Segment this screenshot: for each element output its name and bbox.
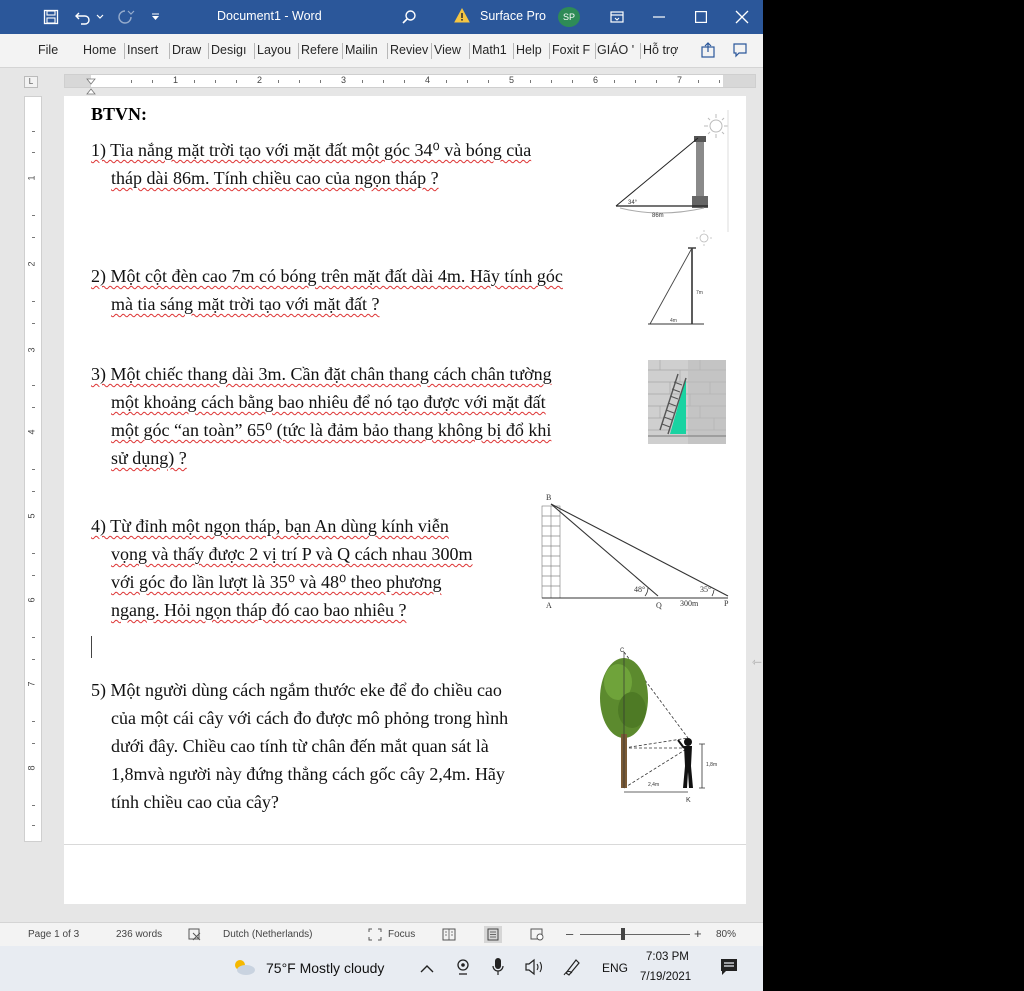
problem-4-line-3: với góc đo lần lượt là 35⁰ và 48⁰ theo phương: [111, 572, 442, 592]
avatar[interactable]: SP: [558, 7, 580, 27]
tab-design[interactable]: Desigı: [211, 43, 247, 57]
document-heading: BTVN:: [91, 104, 148, 124]
close-button[interactable]: [727, 0, 757, 34]
hanging-indent-marker[interactable]: [87, 82, 95, 88]
comments-icon[interactable]: [732, 42, 748, 63]
volume-icon[interactable]: [524, 958, 544, 981]
ruler-number: 6: [593, 75, 599, 85]
tab-ho-tro[interactable]: Hỗ trợ: [643, 43, 679, 57]
document-page[interactable]: [64, 96, 746, 904]
problem-2-line-2: mà tia sáng mặt trời tạo với mặt đất ?: [111, 294, 380, 314]
tab-divider: [124, 43, 125, 59]
tab-divider: [640, 43, 641, 59]
tab-references[interactable]: Refere: [301, 43, 339, 57]
ruler-number: 3: [341, 75, 347, 85]
figure-5-distance-label: 2,4m: [648, 782, 660, 788]
page-count[interactable]: Page 1 of 3: [28, 929, 80, 940]
zoom-in-button[interactable]: +: [694, 926, 702, 941]
tab-selector[interactable]: L: [24, 76, 38, 88]
tab-mailings[interactable]: Mailin: [345, 43, 378, 57]
microphone-icon[interactable]: [492, 957, 504, 982]
ruler-number: 4: [26, 429, 37, 435]
figure-2-height-label: 7m: [696, 290, 703, 296]
tab-divider: [549, 43, 550, 59]
notifications-icon[interactable]: [720, 958, 738, 981]
problem-1-line-1: 1) Tia nắng mặt trời tạo với mặt đất một góc 34⁰ và bóng của: [91, 140, 532, 160]
language-status[interactable]: Dutch (Netherlands): [223, 929, 313, 940]
problem-5-line-5: tính chiều cao của cây?: [111, 792, 279, 812]
zoom-slider-thumb[interactable]: [621, 928, 625, 940]
problem-5-line-2: của một cái cây với cách đo được mô phỏng trong hình: [111, 708, 509, 728]
pen-icon[interactable]: [562, 957, 582, 982]
ruler-number: 7: [26, 681, 37, 687]
vertical-ruler[interactable]: [24, 96, 42, 842]
tab-divider: [595, 43, 596, 59]
tab-divider: [513, 43, 514, 59]
figure-4-distance: 300m: [680, 599, 699, 608]
focus-mode[interactable]: Focus: [388, 929, 416, 940]
tab-giao[interactable]: GIÁO ': [597, 43, 635, 57]
tab-file[interactable]: File: [38, 43, 59, 57]
print-layout-icon[interactable]: [484, 926, 502, 943]
warning-icon[interactable]: [454, 8, 470, 28]
taskbar: [0, 946, 763, 991]
figure-ladder-wall[interactable]: [648, 360, 726, 444]
camera-icon[interactable]: [456, 958, 470, 981]
tab-divider: [431, 43, 432, 59]
figure-4-label-q: Q: [656, 601, 662, 610]
tab-home[interactable]: Home: [83, 43, 117, 57]
ruler-number: 1: [173, 75, 179, 85]
maximize-button[interactable]: [686, 0, 716, 34]
figure-2-shadow-label: 4m: [670, 318, 677, 324]
figure-tree-measure[interactable]: [592, 648, 728, 806]
problem-4-line-1: 4) Từ đỉnh một ngọn tháp, bạn An dùng kính viễn: [91, 516, 449, 536]
minimize-button[interactable]: [644, 0, 674, 34]
zoom-slider-track[interactable]: [580, 934, 690, 935]
tab-divider: [469, 43, 470, 59]
sun-icon: [696, 230, 712, 246]
ruler-number: 2: [257, 75, 263, 85]
problem-3-line-3: một góc “an toàn” 65⁰ (tức là đảm bảo thang không bị đổ khi: [111, 420, 552, 440]
text-cursor: [91, 636, 92, 658]
ruler-number: 4: [425, 75, 431, 85]
tab-divider: [298, 43, 299, 59]
ruler-number: 3: [26, 347, 37, 353]
person-icon: [678, 738, 693, 788]
tab-layout[interactable]: Layou: [257, 43, 292, 57]
ruler-number: 1: [26, 175, 37, 181]
sun-icon: [704, 114, 728, 138]
ruler-number: 8: [26, 765, 37, 771]
customize-toolbar-icon[interactable]: [148, 0, 162, 34]
word-count[interactable]: 236 words: [116, 929, 163, 940]
page-divider: [64, 844, 746, 845]
horizontal-ruler[interactable]: [64, 74, 756, 88]
redo-icon[interactable]: [114, 0, 136, 34]
proofing-icon[interactable]: [188, 928, 202, 944]
ruler-number: 6: [26, 597, 37, 603]
chevron-up-icon[interactable]: [420, 961, 434, 979]
tab-divider: [169, 43, 170, 59]
figure-4-label-a: A: [546, 601, 552, 610]
tab-divider: [387, 43, 388, 59]
problem-3-line-1: 3) Một chiếc thang dài 3m. Cần đặt chân thang cách chân tường: [91, 364, 552, 384]
figure-1-length-label: 86m: [652, 213, 664, 219]
figure-4-angle-35: 35°: [700, 585, 712, 594]
tab-divider: [254, 43, 255, 59]
clock-date[interactable]: 7/19/2021: [640, 971, 692, 983]
tab-view[interactable]: View: [434, 43, 461, 57]
scroll-arrow-icon[interactable]: ⇽: [752, 655, 763, 669]
input-language[interactable]: ENG: [602, 961, 629, 975]
read-mode-icon[interactable]: [442, 928, 456, 944]
problem-4-line-4: ngang. Hỏi ngọn tháp đó cao bao nhiêu ?: [111, 600, 407, 620]
web-layout-icon[interactable]: [530, 928, 544, 944]
figure-lighthouse[interactable]: [610, 110, 734, 232]
figure-4-label-p: P: [724, 599, 729, 608]
tab-insert[interactable]: Insert: [127, 43, 159, 57]
zoom-level[interactable]: 80%: [716, 929, 737, 940]
ruler-number: 5: [26, 513, 37, 519]
ribbon-tabs: [0, 34, 763, 68]
share-icon[interactable]: [700, 42, 716, 63]
ribbon-display-icon[interactable]: [604, 0, 630, 34]
problem-1-line-2: tháp dài 86m. Tính chiều cao của ngọn tháp ?: [111, 168, 439, 188]
weather-icon[interactable]: [232, 958, 256, 981]
tab-foxit[interactable]: Foxit F: [552, 43, 591, 57]
tab-draw[interactable]: Draw: [172, 43, 202, 57]
clock-time[interactable]: 7:03 PM: [646, 951, 689, 963]
tab-help[interactable]: Help: [516, 43, 542, 57]
figure-tower-triangles[interactable]: [538, 492, 734, 612]
zoom-out-button[interactable]: –: [566, 926, 574, 941]
figure-4-label-b: B: [546, 493, 552, 502]
save-icon[interactable]: [40, 0, 62, 34]
problem-5-line-4: 1,8mvà người này đứng thẳng cách gốc cây 2,4m. Hãy: [111, 764, 505, 784]
tab-review[interactable]: Reviev: [390, 43, 429, 57]
figure-lamp-post[interactable]: [644, 230, 718, 336]
figure-5-label-k: K: [686, 797, 691, 804]
search-icon[interactable]: [396, 0, 422, 34]
figure-1-angle-label: 34°: [628, 200, 638, 206]
undo-dropdown-icon[interactable]: [94, 0, 106, 34]
problem-5-line-1: 5) Một người dùng cách ngắm thước eke để đo chiều cao: [91, 680, 502, 700]
figure-5-label-c: C: [620, 648, 625, 654]
ruler-number: 2: [26, 261, 37, 267]
document-title: Document1 - Word: [217, 9, 322, 23]
tab-divider: [208, 43, 209, 59]
undo-icon[interactable]: [72, 0, 94, 34]
title-bar: [0, 0, 763, 34]
problem-3-line-2: một khoảng cách bằng bao nhiêu để nó tạo được với mặt đất: [111, 392, 546, 412]
figure-4-angle-48: 48°: [634, 585, 646, 594]
weather-status[interactable]: 75°F Mostly cloudy: [266, 960, 385, 976]
status-bar: [0, 922, 763, 946]
ruler-row: [0, 68, 763, 94]
first-line-indent-marker[interactable]: [87, 72, 95, 78]
tab-math[interactable]: Math1: [472, 43, 507, 57]
ruler-number: 5: [509, 75, 515, 85]
figure-5-height-label: 1,8m: [706, 762, 718, 768]
tab-divider: [342, 43, 343, 59]
account-name[interactable]: Surface Pro: [480, 9, 547, 23]
problem-4-line-2: vọng và thấy được 2 vị trí P và Q cách nhau 300m: [111, 544, 473, 564]
problem-3-line-4: sử dụng) ?: [111, 448, 187, 468]
problem-5-line-3: dưới đây. Chiều cao tính từ chân đến mắt quan sát là: [111, 736, 489, 756]
ruler-number: 7: [677, 75, 683, 85]
problem-2-line-1: 2) Một cột đèn cao 7m có bóng trên mặt đất dài 4m. Hãy tính góc: [91, 266, 563, 286]
focus-icon[interactable]: [368, 928, 382, 944]
